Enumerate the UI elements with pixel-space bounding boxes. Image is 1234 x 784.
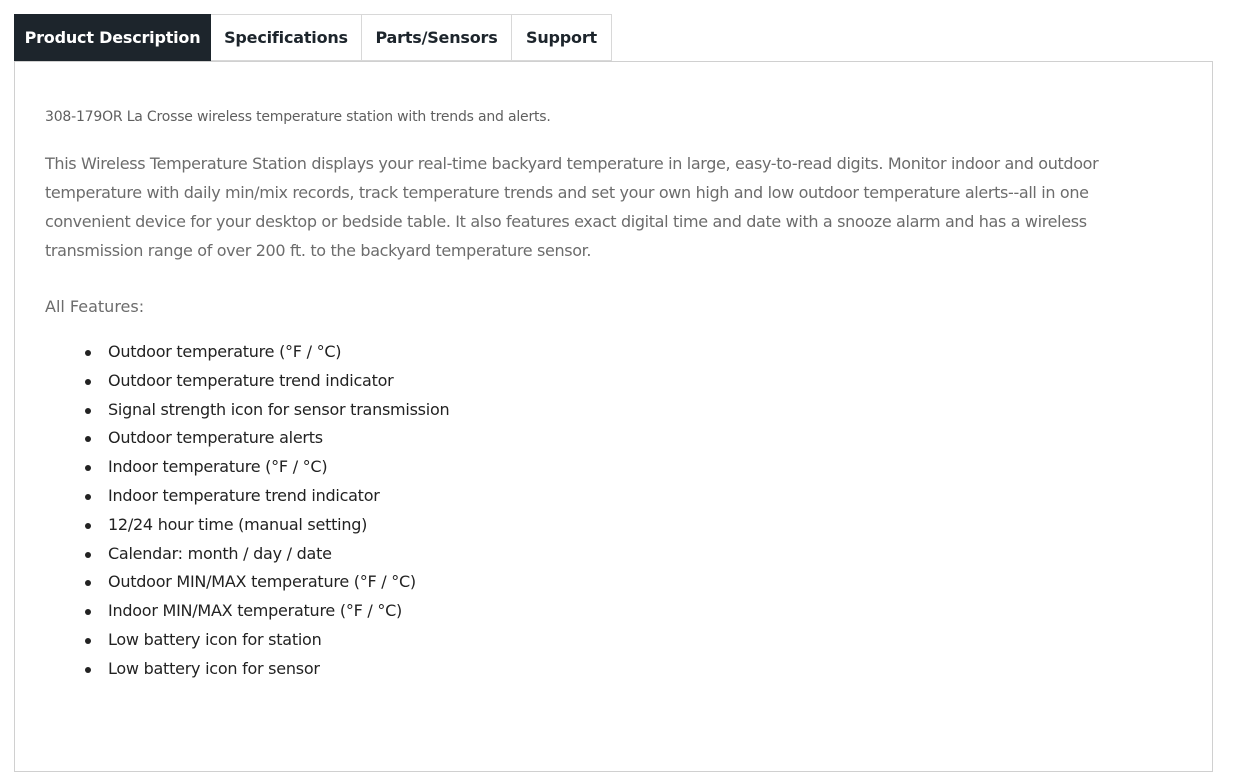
list-item	[45, 597, 449, 626]
feature-label: Low battery icon for sensor	[108, 658, 320, 678]
bullet-icon	[85, 580, 91, 586]
list-item	[45, 396, 449, 425]
bullet-icon	[85, 494, 91, 500]
feature-label: Indoor temperature trend indicator	[108, 485, 380, 505]
bullet-icon	[85, 609, 91, 615]
list-item	[45, 540, 449, 569]
list-item	[45, 568, 449, 597]
tab-bar	[14, 14, 612, 61]
bullet-icon	[85, 523, 91, 529]
feature-label: Low battery icon for station	[108, 629, 322, 649]
feature-label: Indoor temperature (°F / °C)	[108, 457, 328, 477]
list-item	[45, 626, 449, 655]
bullet-icon	[85, 465, 91, 471]
list-item	[45, 655, 449, 684]
feature-label: Outdoor temperature trend indicator	[108, 370, 394, 390]
feature-label: Indoor MIN/MAX temperature (°F / °C)	[108, 601, 403, 621]
feature-label: Outdoor MIN/MAX temperature (°F / °C)	[108, 572, 416, 592]
product-description-text: This Wireless Temperature Station displays your real-time backyard temperature in large, easy-to-read digits. Monitor indoor and outdoor temperature with daily min/mix records, track temperature trends and set your own high and low outdoor temperature alerts--all in one convenient device for your desktop or bedside table. It also features exact digital time and date with a snooze alarm and has a wireless transmission range of over 200 ft. to the backyard temperature sensor.	[45, 154, 1099, 260]
bullet-icon	[85, 436, 91, 442]
feature-label: Outdoor temperature (°F / °C)	[108, 342, 342, 361]
list-item	[45, 367, 449, 396]
feature-label: Calendar: month / day / date	[108, 543, 332, 563]
list-item	[45, 338, 449, 367]
tab-parts-sensors[interactable]: Parts/Sensors	[362, 14, 512, 61]
bullet-icon	[85, 379, 91, 385]
feature-label: 12/24 hour time (manual setting)	[108, 514, 368, 534]
list-item	[45, 511, 449, 540]
feature-label: Outdoor temperature alerts	[108, 428, 323, 448]
list-item	[45, 424, 449, 453]
bullet-icon	[85, 408, 91, 414]
tab-specifications[interactable]: Specifications	[211, 14, 362, 61]
bullet-icon	[85, 552, 91, 558]
bullet-icon	[85, 350, 91, 356]
bullet-icon	[85, 638, 91, 644]
tab-support[interactable]: Support	[512, 14, 612, 61]
tab-panel-product-description	[14, 61, 1213, 772]
list-item	[45, 482, 449, 511]
features-list	[45, 338, 449, 684]
tab-product-description[interactable]: Product Description	[14, 14, 211, 61]
bullet-icon	[85, 667, 91, 673]
product-subtitle: 308-179OR La Crosse wireless temperature station with trends and alerts.	[45, 109, 551, 125]
features-heading: All Features:	[45, 297, 145, 316]
feature-label: Signal strength icon for sensor transmission	[108, 399, 450, 419]
list-item	[45, 453, 449, 482]
